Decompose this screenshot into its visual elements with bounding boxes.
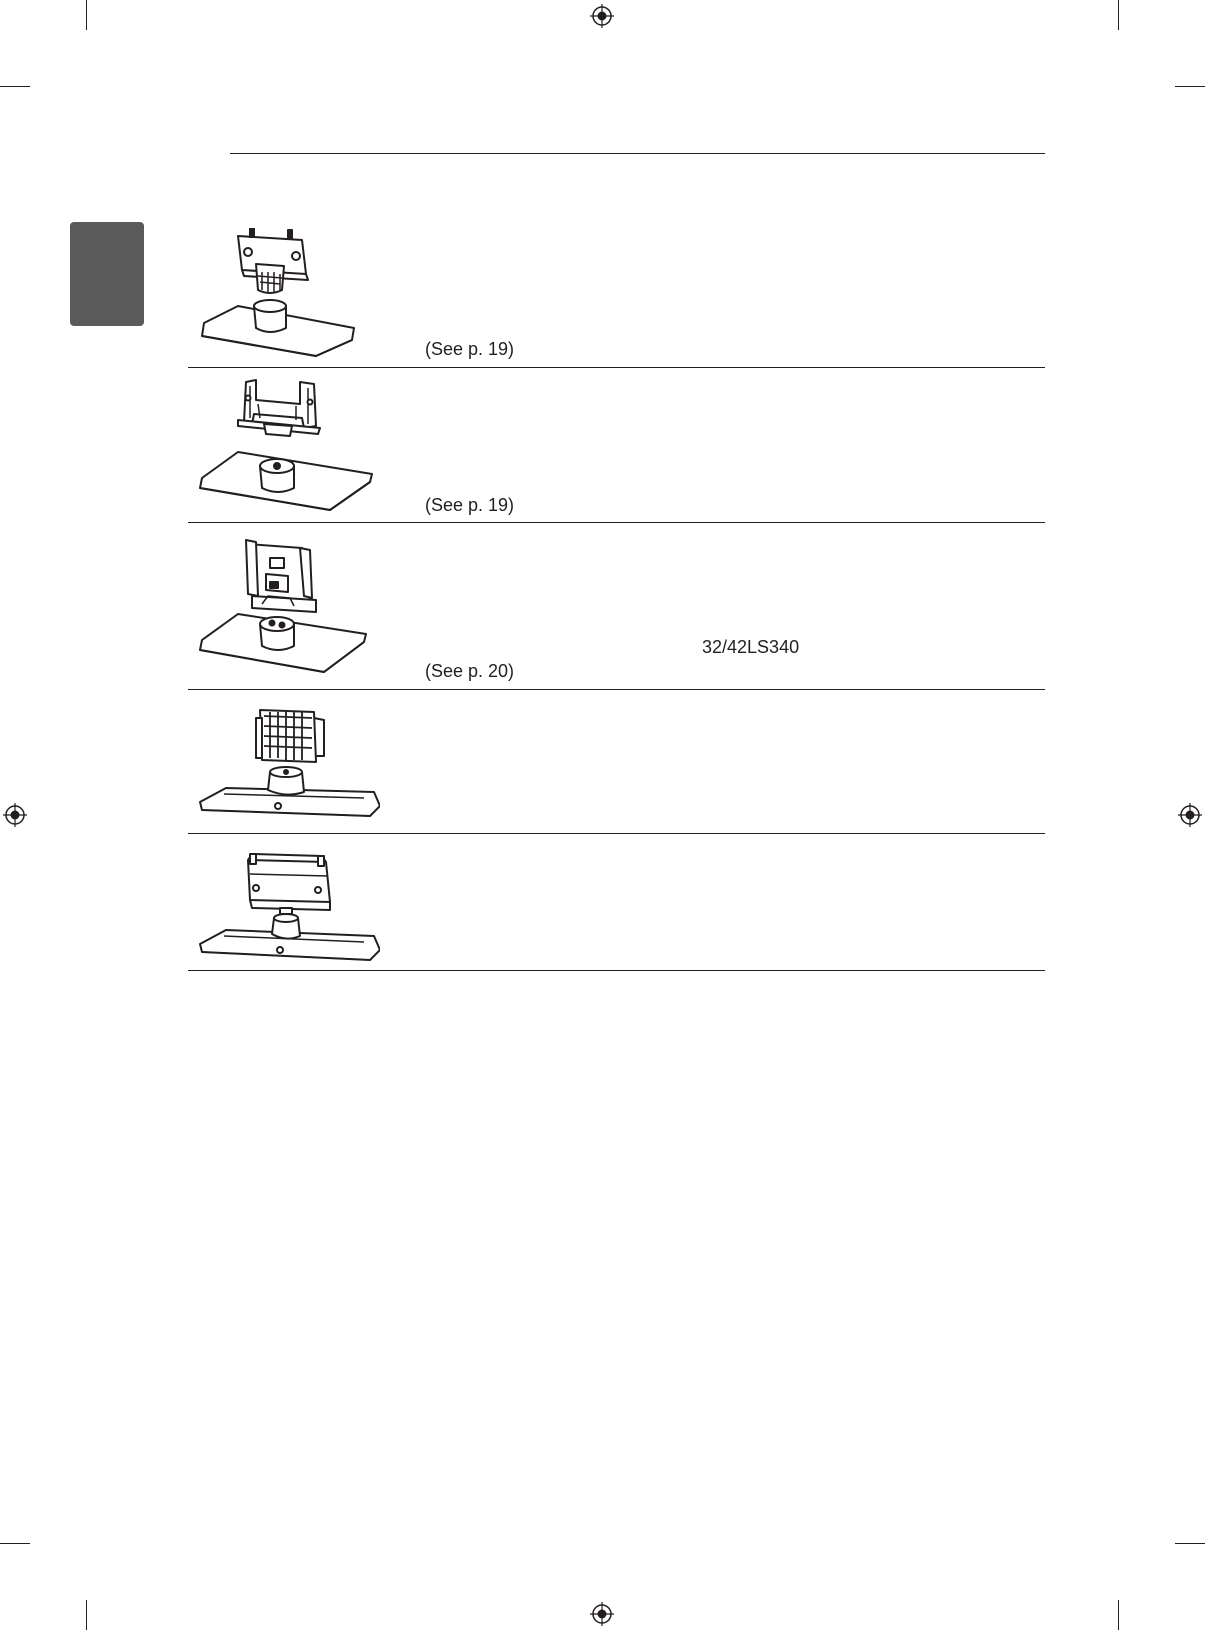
registration-mark-top-icon: [590, 4, 614, 28]
section-tab: [70, 222, 144, 326]
row-divider-2: [188, 522, 1045, 523]
stand-illustration-5: [194, 852, 380, 968]
model-label: 32/42LS340: [702, 637, 800, 657]
see-page-ref-3: (See p. 20): [425, 661, 515, 681]
crop-mark-bottom-right-v: [1118, 1600, 1119, 1630]
see-page-ref-2: (See p. 19): [425, 495, 515, 515]
row-divider-5: [188, 970, 1045, 971]
registration-mark-left-icon: [3, 803, 27, 827]
crop-mark-top-right-v: [1118, 0, 1119, 30]
see-page-ref-1: (See p. 19): [425, 339, 515, 359]
crop-mark-bottom-left-v: [86, 1600, 87, 1630]
stand-illustration-3: [198, 538, 370, 676]
crop-mark-top-right-h: [1175, 86, 1205, 87]
stand-illustration-4: [194, 706, 380, 826]
stand-illustration-2: [198, 378, 376, 513]
row-divider-1: [188, 367, 1045, 368]
row-divider-3: [188, 689, 1045, 690]
registration-mark-right-icon: [1178, 803, 1202, 827]
stand-illustration-1: [198, 228, 358, 358]
header-rule: [230, 153, 1045, 154]
registration-mark-bottom-icon: [590, 1602, 614, 1626]
row-divider-4: [188, 833, 1045, 834]
crop-mark-top-left-h: [0, 86, 30, 87]
crop-mark-bottom-right-h: [1175, 1543, 1205, 1544]
crop-mark-bottom-left-h: [0, 1543, 30, 1544]
crop-mark-top-left-v: [86, 0, 87, 30]
